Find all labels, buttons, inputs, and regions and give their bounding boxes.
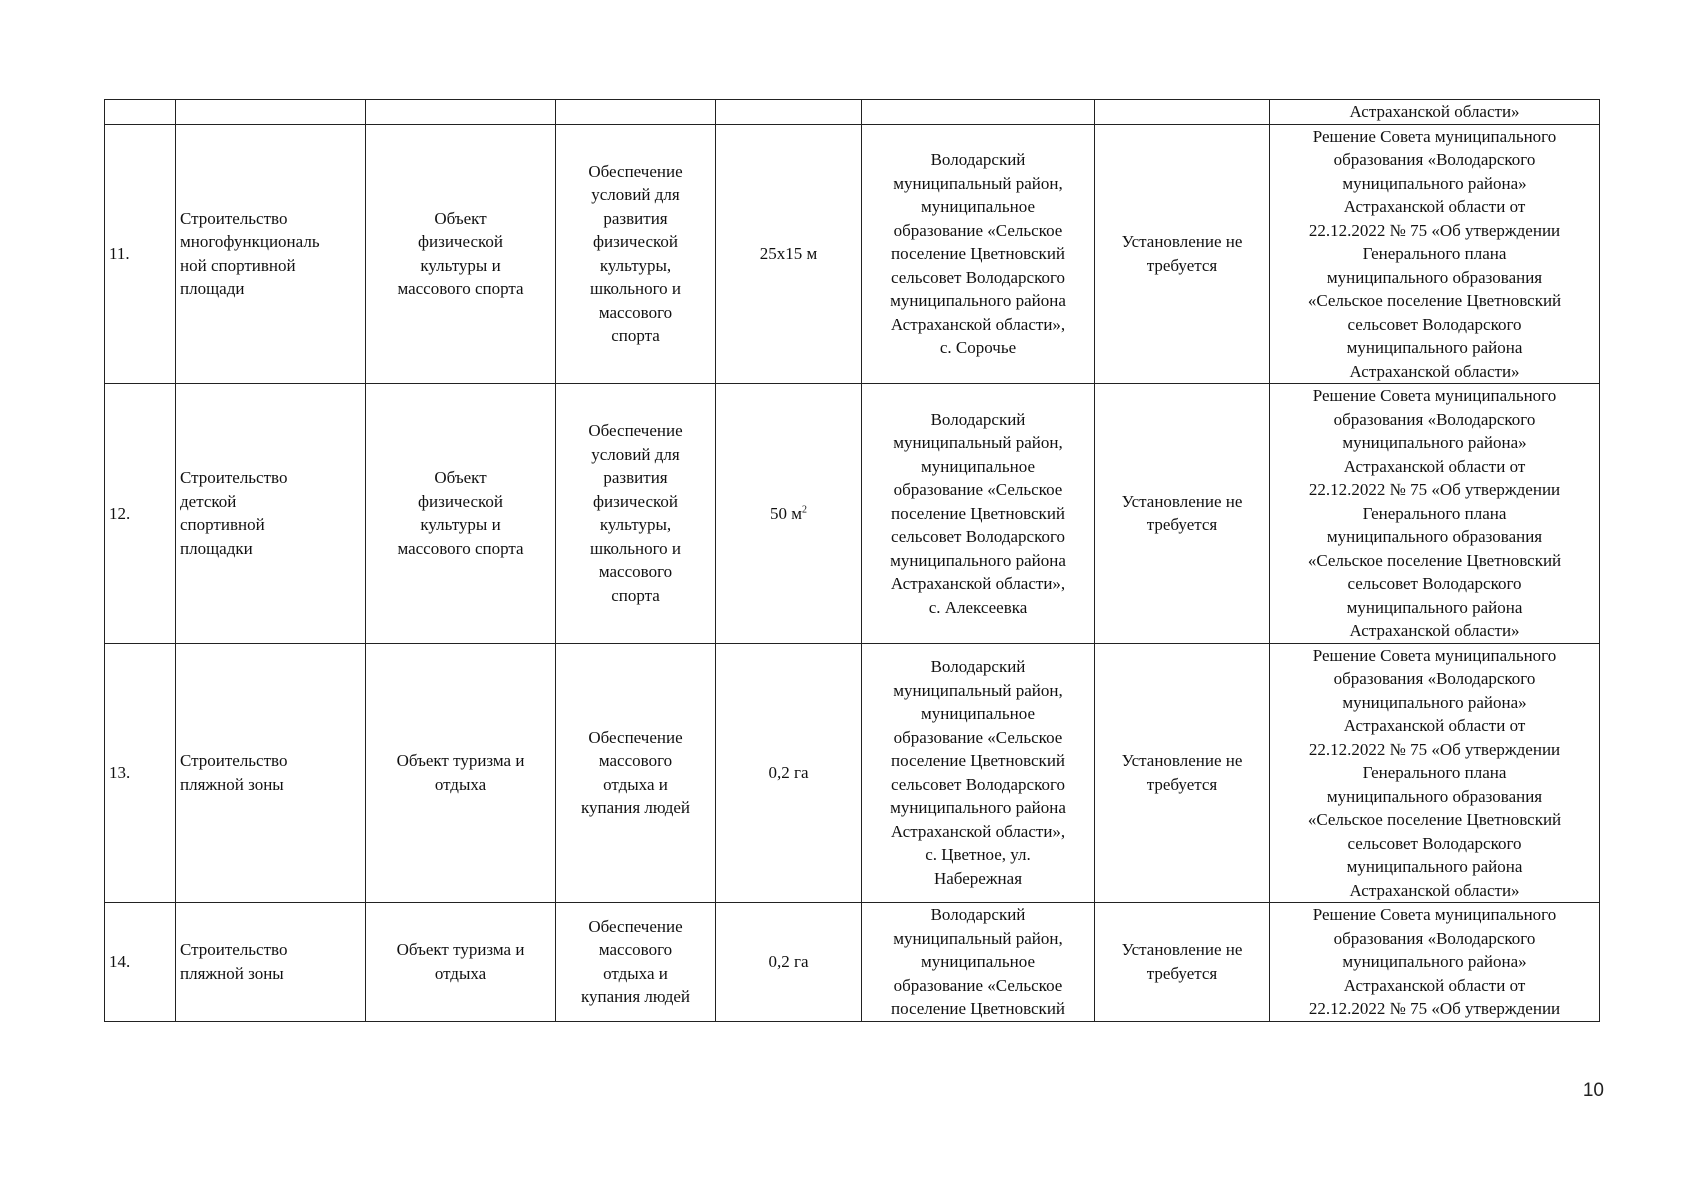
- cell-text-line: развития: [603, 208, 668, 228]
- size-value: 50 м: [769, 503, 802, 523]
- cell-text-line: муниципальный район,: [893, 173, 1063, 193]
- planned-objects-table: [104, 99, 1600, 1022]
- cell-text-line: ной спортивной: [180, 255, 296, 275]
- table-row: [105, 124, 1600, 384]
- cell-zone: [1095, 100, 1270, 125]
- cell-text-line: «Сельское поселение Цветновский: [1307, 291, 1562, 310]
- cell-text-line: муниципального района: [1346, 338, 1523, 357]
- cell-zone: [1095, 903, 1270, 1022]
- cell-text-line: спорта: [611, 585, 660, 605]
- size-value: 25х15 м: [759, 244, 818, 263]
- cell-text-line: культуры,: [599, 515, 672, 535]
- cell-text-line: требуется: [1146, 255, 1218, 275]
- continuation-row: [105, 100, 1600, 125]
- cell-text-line: муниципального района: [1346, 857, 1523, 876]
- cell-text-line: с. Цветное, ул.: [925, 845, 1031, 865]
- cell-text-line: культуры и: [420, 515, 501, 535]
- cell-text-line: Астраханской области от: [1343, 456, 1526, 476]
- cell-text-line: сельсовет Володарского: [1347, 574, 1522, 593]
- cell-text-line: Астраханской области от: [1343, 716, 1526, 735]
- cell-text-line: Объект: [434, 208, 487, 228]
- cell-number: 13.: [105, 643, 176, 903]
- cell-text-line: спорта: [611, 326, 660, 346]
- cell-text-line: пляжной зоны: [180, 774, 284, 794]
- cell-text-line: Генерального плана: [1362, 244, 1507, 263]
- cell-text-line: Строительство: [180, 751, 288, 771]
- size-value: 0,2 га: [768, 763, 809, 782]
- cell-text-line: Володарский: [930, 150, 1026, 169]
- cell-name: [176, 384, 366, 644]
- cell-text-line: Генерального плана: [1362, 503, 1507, 523]
- cell-text-line: площади: [180, 279, 245, 299]
- cell-text-line: Астраханской области»,: [890, 821, 1066, 841]
- cell-text-line: муниципального района: [890, 550, 1066, 570]
- cell-text-line: Установление не: [1121, 491, 1243, 511]
- cell-text-line: 22.12.2022 № 75 «Об утверждении: [1308, 739, 1561, 759]
- cell-text-line: пляжной зоны: [180, 963, 284, 983]
- cell-basis: [1270, 643, 1600, 903]
- cell-location: [862, 124, 1095, 384]
- cell-text-line: развития: [603, 468, 668, 488]
- cell-text-line: муниципального района: [890, 798, 1066, 818]
- cell-type: [366, 124, 556, 384]
- cell-text-line: с. Сорочье: [939, 338, 1017, 357]
- cell-text-line: 22.12.2022 № 75 «Об утверждении: [1308, 999, 1561, 1018]
- cell-location: [862, 100, 1095, 125]
- cell-number: 11.: [105, 124, 176, 384]
- cell-location: [862, 643, 1095, 903]
- cell-text-line: массового спорта: [397, 538, 524, 558]
- cell-number: 14.: [105, 903, 176, 1022]
- cell-text-line: Набережная: [933, 868, 1023, 888]
- cell-text-line: поселение Цветновский: [890, 503, 1066, 523]
- cell-text-line: муниципальный район,: [893, 680, 1063, 700]
- cell-text-line: Астраханской области»,: [890, 574, 1066, 593]
- cell-text-line: муниципальное: [920, 704, 1036, 724]
- cell-text-line: Обеспечение: [588, 161, 683, 181]
- table-row: [105, 643, 1600, 903]
- cell-text-line: муниципальное: [920, 952, 1036, 971]
- cell-type: [366, 100, 556, 125]
- cell-name: [176, 100, 366, 125]
- cell-text-line: с. Алексеевка: [928, 597, 1028, 617]
- cell-text-line: «Сельское поселение Цветновский: [1307, 810, 1562, 829]
- cell-text-line: образования «Володарского: [1333, 150, 1536, 169]
- cell-text-line: Решение Совета муниципального: [1312, 126, 1557, 146]
- cell-text-line: массового: [598, 940, 673, 960]
- cell-text-line: муниципального района: [1346, 597, 1523, 617]
- cell-text-line: купания людей: [580, 798, 691, 818]
- cell-text-line: требуется: [1146, 515, 1218, 535]
- cell-zone: [1095, 643, 1270, 903]
- cell-text-line: образования «Володарского: [1333, 928, 1536, 948]
- cell-text-line: Решение Совета муниципального: [1312, 386, 1557, 405]
- cell-text-line: муниципальный район,: [893, 433, 1063, 452]
- cell-text-line: Строительство: [180, 208, 288, 228]
- cell-text-line: Астраханской области»: [1349, 361, 1520, 381]
- cell-text-line: сельсовет Володарского: [890, 527, 1066, 546]
- cell-text-line: муниципального образования: [1326, 267, 1543, 287]
- size-value: 0,2 га: [768, 952, 809, 971]
- cell-text-line: сельсовет Володарского: [1347, 314, 1522, 334]
- cell-text-line: детской: [180, 491, 237, 511]
- cell-number: 12.: [105, 384, 176, 644]
- cell-text-line: муниципальное: [920, 197, 1036, 216]
- cell-text-line: физической: [593, 491, 678, 511]
- cell-text-line: образование «Сельское: [893, 727, 1063, 747]
- cell-text-line: условий для: [591, 444, 680, 464]
- cell-text-line: Объект: [434, 468, 487, 488]
- cell-purpose: [556, 384, 716, 644]
- cell-text-line: культуры,: [599, 255, 672, 275]
- cell-type: [366, 384, 556, 644]
- cell-purpose: [556, 124, 716, 384]
- cell-text-line: Астраханской области»,: [890, 314, 1066, 334]
- page-number: 10: [1582, 1080, 1604, 1101]
- cell-basis: [1270, 384, 1600, 644]
- cell-text-line: сельсовет Володарского: [1347, 833, 1522, 853]
- cell-text-line: Астраханской области от: [1343, 975, 1526, 995]
- cell-text-line: Объект туризма и: [396, 751, 525, 771]
- cell-text-line: Установление не: [1121, 232, 1243, 252]
- table-row: [105, 903, 1600, 1022]
- cell-text-line: поселение Цветновский: [890, 751, 1066, 771]
- cell-text-line: Обеспечение: [588, 421, 683, 441]
- cell-basis: [1270, 903, 1600, 1022]
- cell-text-line: массового: [598, 751, 673, 771]
- cell-name: [176, 903, 366, 1022]
- cell-size: [716, 100, 862, 125]
- cell-text-line: школьного и: [590, 538, 681, 558]
- cell-text-line: Обеспечение: [588, 727, 683, 747]
- cell-text-line: 22.12.2022 № 75 «Об утверждении: [1308, 480, 1561, 499]
- cell-size: [716, 643, 862, 903]
- cell-text-line: образования «Володарского: [1333, 669, 1536, 688]
- cell-text-line: муниципального образования: [1326, 786, 1543, 806]
- cell-text-line: образование «Сельское: [893, 480, 1063, 499]
- cell-text-line: массового спорта: [397, 279, 524, 299]
- size-superscript: 2: [802, 503, 807, 515]
- cell-text-line: 22.12.2022 № 75 «Об утверждении: [1308, 220, 1561, 240]
- cell-size: [716, 384, 862, 644]
- cell-text-line: Астраханской области»: [1349, 880, 1520, 900]
- cell-text-line: отдыха: [434, 963, 487, 983]
- cell-text-line: отдыха и: [603, 963, 668, 983]
- cell-text-line: Установление не: [1121, 751, 1243, 771]
- table-row: [105, 384, 1600, 644]
- cell-text-line: образование «Сельское: [893, 220, 1063, 240]
- cell-text-line: отдыха и: [603, 774, 668, 794]
- cell-purpose: [556, 903, 716, 1022]
- cell-type: [366, 643, 556, 903]
- cell-text-line: Астраханской области от: [1343, 197, 1526, 216]
- cell-basis: Астраханской области»: [1270, 100, 1600, 125]
- cell-text-line: Генерального плана: [1362, 763, 1507, 782]
- cell-text-line: многофункциональ: [180, 232, 320, 252]
- cell-text-line: муниципальный район,: [893, 928, 1063, 948]
- cell-text-line: массового: [598, 302, 673, 322]
- cell-text-line: Володарский: [930, 409, 1026, 429]
- cell-text-line: культуры и: [420, 255, 501, 275]
- cell-text-line: школьного и: [590, 279, 681, 299]
- cell-number: [105, 100, 176, 125]
- cell-text-line: физической: [418, 491, 503, 511]
- cell-text-line: сельсовет Володарского: [890, 267, 1066, 287]
- cell-zone: [1095, 384, 1270, 644]
- cell-purpose: [556, 643, 716, 903]
- cell-text-line: образования «Володарского: [1333, 409, 1536, 429]
- cell-text-line: спортивной: [180, 515, 265, 535]
- cell-location: [862, 384, 1095, 644]
- cell-text-line: Володарский: [930, 905, 1026, 924]
- cell-text-line: Строительство: [180, 940, 288, 960]
- cell-type: [366, 903, 556, 1022]
- cell-text-line: Обеспечение: [588, 916, 683, 936]
- cell-text-line: условий для: [591, 185, 680, 205]
- cell-basis: [1270, 124, 1600, 384]
- cell-text-line: муниципального района»: [1342, 952, 1527, 971]
- cell-text-line: поселение Цветновский: [890, 244, 1066, 263]
- cell-text-line: «Сельское поселение Цветновский: [1307, 550, 1562, 570]
- cell-text-line: муниципальное: [920, 456, 1036, 476]
- cell-text-line: Решение Совета муниципального: [1312, 645, 1557, 665]
- cell-text-line: отдыха: [434, 774, 487, 794]
- cell-text-line: требуется: [1146, 774, 1218, 794]
- cell-text-line: физической: [593, 232, 678, 252]
- cell-text-line: физической: [418, 232, 503, 252]
- cell-text-line: образование «Сельское: [893, 975, 1063, 995]
- cell-name: [176, 643, 366, 903]
- cell-size: [716, 903, 862, 1022]
- cell-text-line: массового: [598, 562, 673, 582]
- cell-zone: [1095, 124, 1270, 384]
- cell-text-line: купания людей: [580, 987, 691, 1007]
- cell-text-line: Установление не: [1121, 940, 1243, 960]
- cell-size: [716, 124, 862, 384]
- cell-text-line: муниципального района»: [1342, 692, 1527, 712]
- cell-text-line: Решение Совета муниципального: [1312, 905, 1557, 924]
- cell-text-line: муниципального района»: [1342, 173, 1527, 193]
- cell-name: [176, 124, 366, 384]
- cell-text-line: поселение Цветновский: [890, 999, 1066, 1018]
- cell-text-line: Володарский: [930, 657, 1026, 677]
- cell-text-line: муниципального района: [890, 291, 1066, 310]
- cell-text-line: муниципального образования: [1326, 527, 1543, 546]
- cell-text-line: муниципального района»: [1342, 433, 1527, 452]
- cell-location: [862, 903, 1095, 1022]
- cell-text-line: требуется: [1146, 963, 1218, 983]
- cell-text-line: Астраханской области»: [1349, 621, 1520, 640]
- cell-text-line: Строительство: [180, 468, 288, 488]
- cell-purpose: [556, 100, 716, 125]
- cell-text-line: Объект туризма и: [396, 940, 525, 960]
- cell-text-line: площадки: [180, 538, 253, 558]
- cell-text-line: сельсовет Володарского: [890, 774, 1066, 794]
